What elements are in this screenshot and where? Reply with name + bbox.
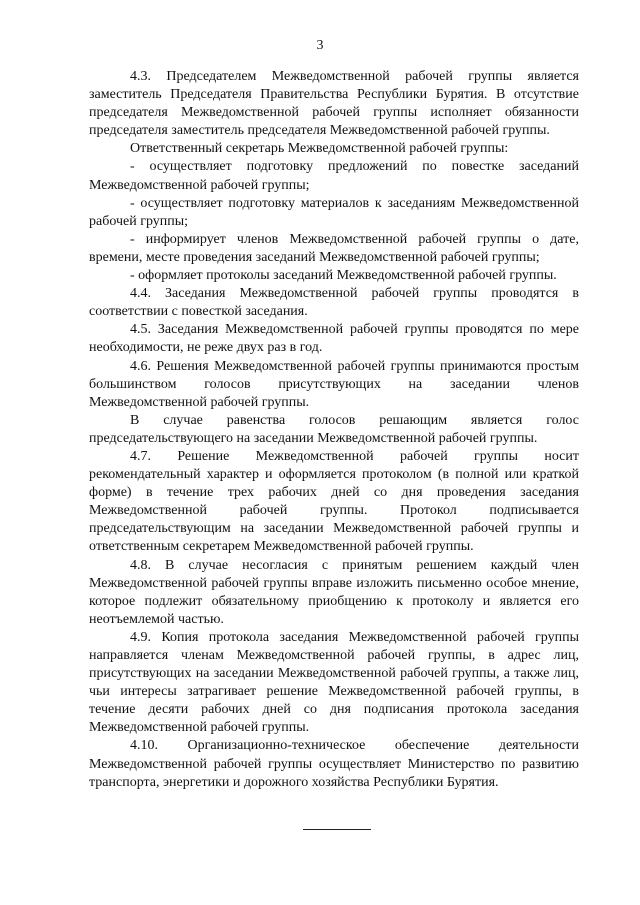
list-item-inform: - информирует членов Межведомственной рабочей группы о дате, времени, месте проведения заседаний Межведомственной рабочей группы; <box>89 231 579 265</box>
end-divider-line <box>303 829 371 830</box>
list-item-agenda: - осуществляет подготовку предложений по повестке заседаний Межведомственной рабочей группы; <box>89 159 579 193</box>
paragraph-4-9: 4.9. Копия протокола заседания Межведомственной рабочей группы направляется членам Межведомственной рабочей группы, в адрес лиц, присутствующих на заседании Межведомственной рабочей группы, а также лиц, чьи интересы затрагивает решение Межведомственной рабочей группы, в течение десяти рабочих дней со дня подписания протокола заседания Межведомственной рабочей группы. <box>89 629 579 736</box>
paragraph-4-5: 4.5. Заседания Межведомственной рабочей группы проводятся по мере необходимости, не реже двух раз в год. <box>89 322 579 356</box>
paragraph-4-4: 4.4. Заседания Межведомственной рабочей группы проводятся в соответствии с повесткой заседания. <box>89 286 579 320</box>
page-number: 3 <box>316 38 324 53</box>
list-item-protocols: - оформляет протоколы заседаний Межведомственной рабочей группы. <box>130 268 557 284</box>
paragraph-secretary-intro: Ответственный секретарь Межведомственной рабочей группы: <box>130 141 509 157</box>
list-item-materials: - осуществляет подготовку материалов к заседаниям Межведомственной рабочей группы; <box>89 195 579 229</box>
document-body <box>89 68 579 792</box>
paragraph-4-10: 4.10. Организационно-техническое обеспечение деятельности Межведомственной рабочей группы осуществляет Министерство по развитию транспорта, энергетики и дорожного хозяйства Республики Бурятия. <box>89 738 579 790</box>
paragraph-4-6: 4.6. Решения Межведомственной рабочей группы принимаются простым большинством голосов присутствующих на заседании членов Межведомственной рабочей группы. <box>89 358 579 410</box>
paragraph-4-3: 4.3. Председателем Межведомственной рабочей группы является заместитель Председателя Правительства Республики Бурятия. В отсутствие председателя Межведомственной рабочей группы исполняет обязанности председателя заместитель председателя Межведомственной рабочей группы. <box>89 69 579 139</box>
paragraph-tie-vote: В случае равенства голосов решающим является голос председательствующего на заседании Межведомственной рабочей группы. <box>89 412 579 446</box>
paragraph-4-7: 4.7. Решение Межведомственной рабочей группы носит рекомендательный характер и оформляется протоколом (в полной или краткой форме) в течение трех рабочих дней со дня проведения заседания Межведомственной рабочей группы. Протокол подписывается председательствующим на заседании Межведомственной рабочей группы и ответственным секретарем Межведомственной рабочей группы. <box>89 448 579 555</box>
paragraph-4-8: 4.8. В случае несогласия с принятым решением каждый член Межведомственной рабочей группы вправе изложить письменно особое мнение, которое подлежит обязательному приобщению к протоколу и является его неотъемлемой частью. <box>89 557 579 627</box>
